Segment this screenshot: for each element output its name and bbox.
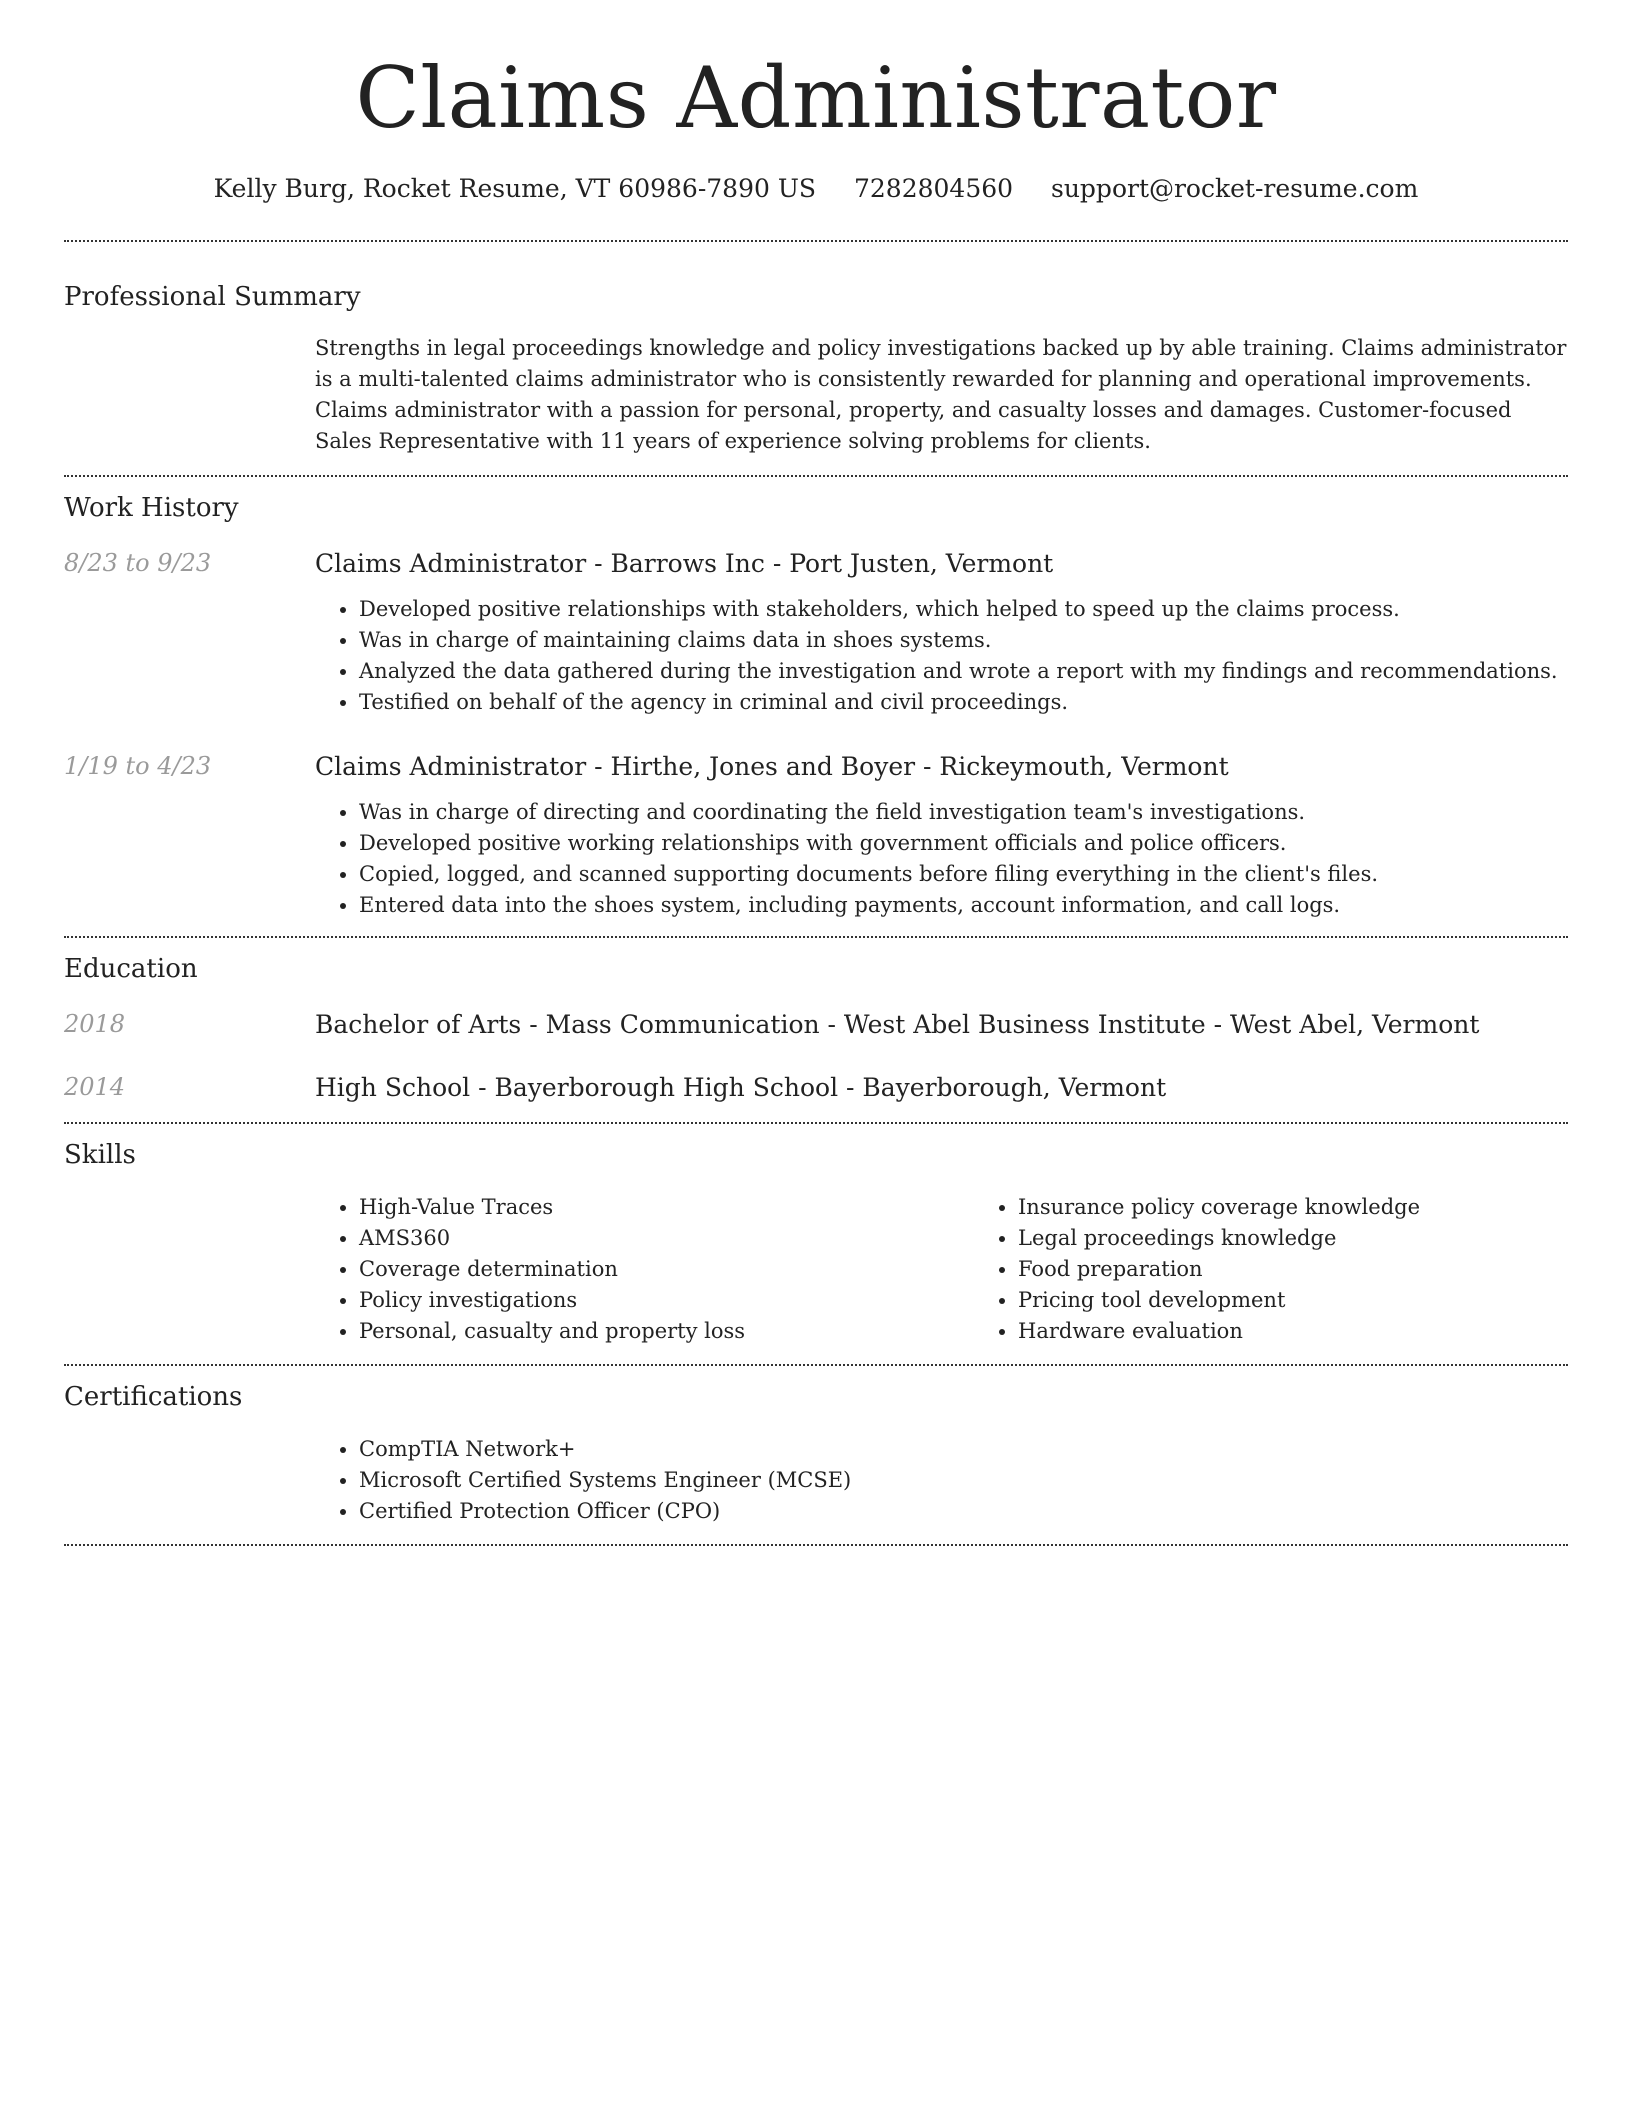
divider bbox=[64, 1544, 1568, 1546]
list-item: • Hardware evaluation bbox=[1018, 1316, 1632, 1347]
contact-phone: 7282804560 bbox=[853, 174, 1014, 203]
list-item: • Personal, casualty and property loss bbox=[359, 1316, 974, 1347]
divider bbox=[64, 936, 1568, 938]
job-dates: 8/23 to 9/23 bbox=[64, 549, 212, 577]
section-title-skills: Skills bbox=[64, 1140, 136, 1170]
list-item: • Certified Protection Officer (CPO) bbox=[359, 1496, 1568, 1527]
list-item: • CompTIA Network+ bbox=[359, 1434, 1568, 1465]
list-item: • Policy investigations bbox=[359, 1285, 974, 1316]
education-entry bbox=[64, 1073, 1568, 1102]
list-item: • High-Value Traces bbox=[359, 1192, 974, 1223]
education-section bbox=[64, 954, 1568, 1102]
skills-section bbox=[64, 1140, 1568, 1347]
contact-address: Kelly Burg, Rocket Resume, VT 60986-7890 US bbox=[213, 174, 817, 203]
list-item: • Copied, logged, and scanned supporting documents before filing everything in the client's files. bbox=[359, 859, 1568, 890]
divider bbox=[64, 1364, 1568, 1366]
job-heading bbox=[315, 549, 1568, 578]
list-item: • Entered data into the shoes system, including payments, account information, and call logs. bbox=[359, 890, 1568, 921]
job-dates: 1/19 to 4/23 bbox=[64, 752, 212, 780]
list-item: • Developed positive relationships with stakeholders, which helped to speed up the claims process. bbox=[359, 594, 1568, 625]
divider bbox=[64, 240, 1568, 242]
list-item: • Legal proceedings knowledge bbox=[1018, 1223, 1632, 1254]
list-item: • Insurance policy coverage knowledge bbox=[1018, 1192, 1632, 1223]
education-degree: Bachelor of Arts - Mass Communication bbox=[315, 1010, 820, 1039]
certifications-section bbox=[64, 1382, 1568, 1527]
job-heading bbox=[315, 752, 1568, 781]
list-item: • Coverage determination bbox=[359, 1254, 974, 1285]
resume-page bbox=[64, 0, 1568, 1546]
education-year: 2014 bbox=[64, 1073, 126, 1101]
skills-list bbox=[315, 1192, 974, 1347]
education-entry bbox=[64, 1010, 1568, 1039]
job-role: Claims Administrator bbox=[315, 752, 587, 781]
list-item: • Microsoft Certified Systems Engineer (MCSE) bbox=[359, 1465, 1568, 1496]
education-year: 2018 bbox=[64, 1010, 126, 1038]
section-title-summary: Professional Summary bbox=[64, 282, 361, 312]
divider bbox=[64, 1122, 1568, 1124]
education-heading bbox=[315, 1073, 1568, 1102]
job-bullets bbox=[315, 797, 1568, 921]
resume-name: Claims Administrator bbox=[355, 49, 1277, 147]
summary-section bbox=[64, 282, 1568, 457]
certifications-list bbox=[315, 1434, 1568, 1527]
job-details: - Hirthe, Jones and Boyer - Rickeymouth, Vermont bbox=[586, 752, 1229, 781]
list-item: • Food preparation bbox=[1018, 1254, 1632, 1285]
section-title-certifications: Certifications bbox=[64, 1382, 243, 1412]
job-entry bbox=[64, 549, 1568, 718]
list-item: • Pricing tool development bbox=[1018, 1285, 1632, 1316]
list-item: • Was in charge of directing and coordinating the field investigation team's investigations. bbox=[359, 797, 1568, 828]
contact-line bbox=[64, 174, 1568, 203]
section-title-work: Work History bbox=[64, 493, 239, 523]
list-item: • Testified on behalf of the agency in criminal and civil proceedings. bbox=[359, 687, 1568, 718]
education-heading bbox=[315, 1010, 1568, 1039]
work-section bbox=[64, 493, 1568, 921]
education-details: - Bayerborough High School - Bayerborough, Vermont bbox=[470, 1073, 1167, 1102]
divider bbox=[64, 475, 1568, 477]
education-degree: High School bbox=[315, 1073, 471, 1102]
section-title-education: Education bbox=[64, 954, 198, 984]
job-details: - Barrows Inc - Port Justen, Vermont bbox=[586, 549, 1054, 578]
list-item: • Was in charge of maintaining claims data in shoes systems. bbox=[359, 625, 1568, 656]
list-item: • AMS360 bbox=[359, 1223, 974, 1254]
list-item: • Developed positive working relationships with government officials and police officers. bbox=[359, 828, 1568, 859]
education-details: - West Abel Business Institute - West Abel, Vermont bbox=[819, 1010, 1480, 1039]
contact-email[interactable]: support@rocket-resume.com bbox=[1051, 174, 1419, 203]
job-bullets bbox=[315, 594, 1568, 718]
job-role: Claims Administrator bbox=[315, 549, 587, 578]
list-item: • Analyzed the data gathered during the investigation and wrote a report with my findings and recommendations. bbox=[359, 656, 1568, 687]
summary-text: Strengths in legal proceedings knowledge and policy investigations backed up by able training. Claims administrator is a multi-talented claims administrator who is consistently rewarded for planning and operational improvements. Claims administrator with a passion for personal, property, and casualty losses and damages. Customer-focused Sales Representative with 11 years of experience solving problems for clients. bbox=[315, 336, 1567, 453]
skills-list bbox=[974, 1192, 1632, 1347]
job-entry bbox=[64, 752, 1568, 921]
